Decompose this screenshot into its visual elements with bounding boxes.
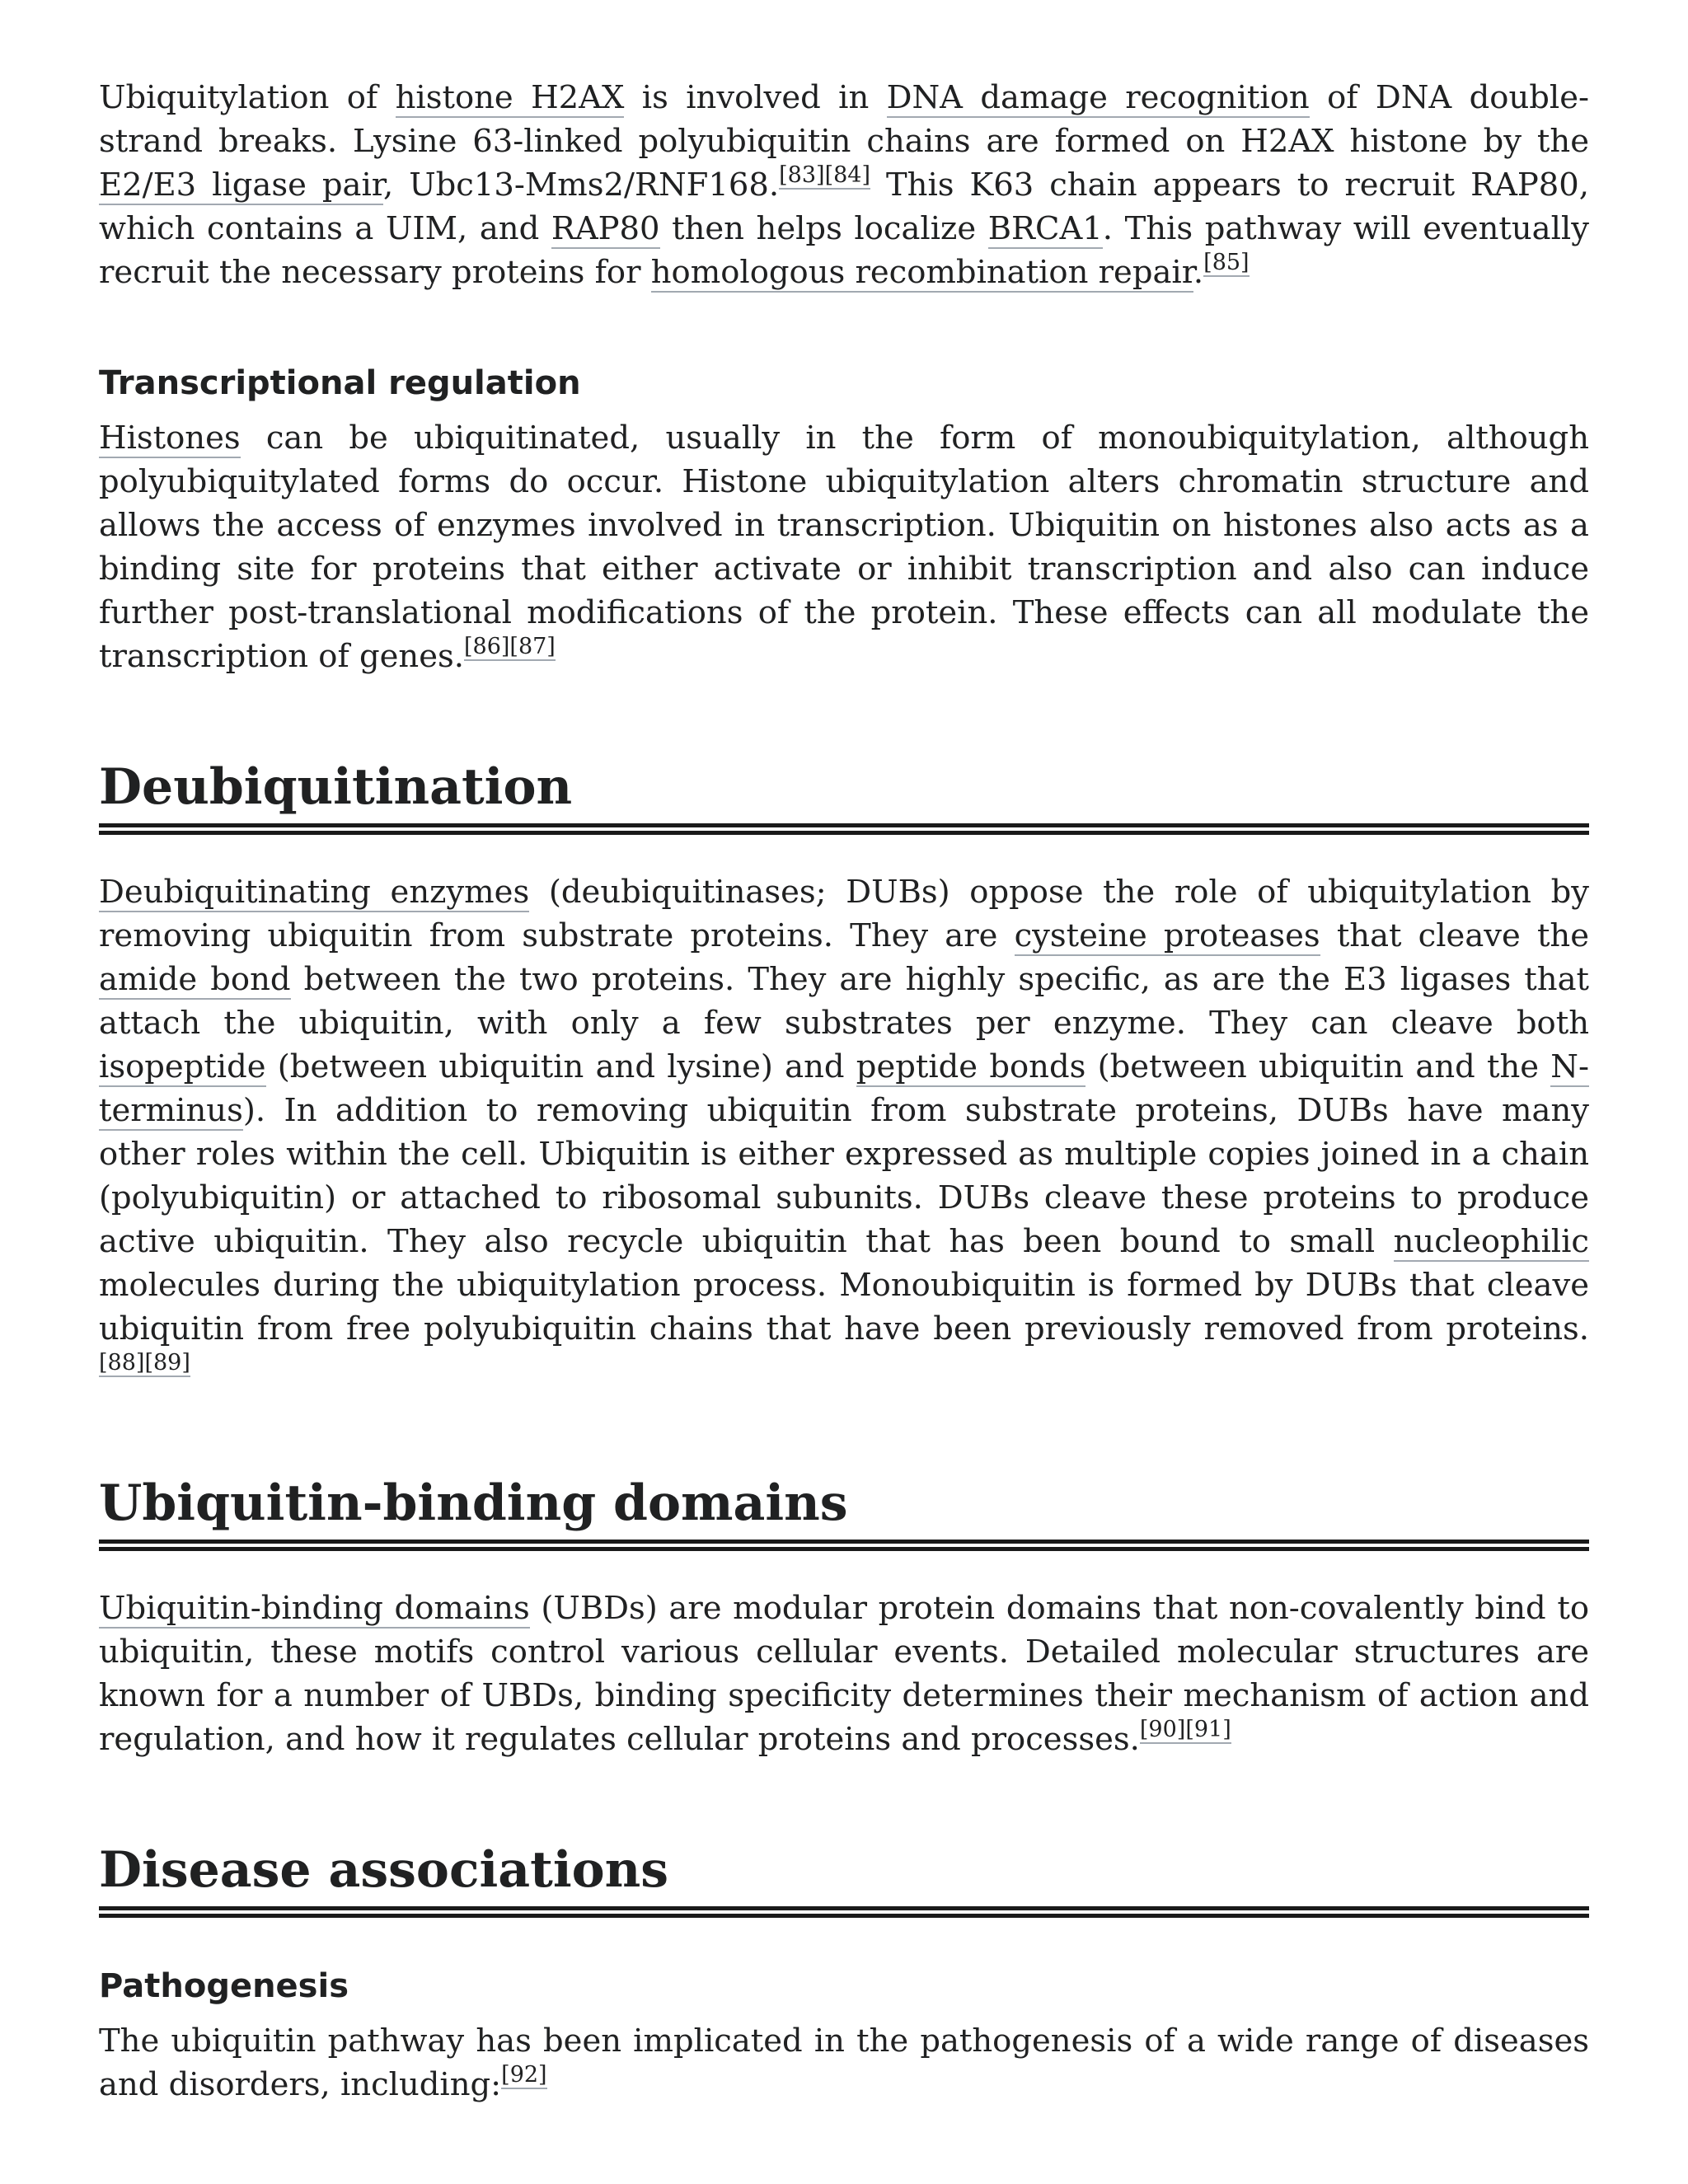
- text-run: The ubiquitin pathway has been implicated in the pathogenesis of a wide range of diseases and disorders, including:: [99, 2022, 1589, 2103]
- citation-group: [99, 1350, 190, 1376]
- citation-90[interactable]: [90]: [1139, 1717, 1186, 1743]
- text-run: Ubiquitylation of: [99, 79, 396, 116]
- citation-92[interactable]: [92]: [501, 2062, 547, 2088]
- link-homologous-recombination-repair[interactable]: homologous recombination repair: [650, 254, 1193, 291]
- heading-disease-associations: Disease associations: [99, 1837, 1589, 1910]
- citation-87[interactable]: [87]: [509, 634, 556, 660]
- link-isopeptide[interactable]: isopeptide: [99, 1048, 266, 1085]
- paragraph-transcriptional-regulation: [99, 416, 1589, 678]
- text-run: molecules during the ubiquitylation process. Monoubiquitin is formed by DUBs that cleave ubiquitin from free polyubiquitin chains that have been previously removed from proteins.: [99, 1267, 1589, 1347]
- citation-85[interactable]: [85]: [1203, 250, 1250, 276]
- paragraph-deubiquitination: [99, 870, 1589, 1394]
- paragraph-ubiquitin-binding-domains: [99, 1586, 1589, 1761]
- citation-group: [779, 162, 870, 188]
- citation-91[interactable]: [91]: [1185, 1717, 1231, 1743]
- text-run: that cleave the: [1320, 917, 1589, 954]
- link-amide-bond[interactable]: amide bond: [99, 961, 291, 998]
- paragraph-pathogenesis: [99, 2019, 1589, 2107]
- link-histone-h2ax[interactable]: histone H2AX: [395, 79, 625, 116]
- link-e2-e3-ligase-pair[interactable]: E2/E3 ligase pair: [99, 166, 383, 204]
- article-content: [99, 76, 1589, 2107]
- heading-ubiquitin-binding-domains: Ubiquitin-binding domains: [99, 1470, 1589, 1544]
- text-run: . This pathway will eventually recruit the necessary proteins for: [99, 210, 1589, 291]
- text-run: can be ubiquitinated, usually in the form of monoubiquitylation, although polyubiquitylated forms do occur. Histone ubiquitylation alters chromatin structure and allows the access of enzymes involved in transcription. Ubiquitin on histones also acts as a binding site for proteins that either activate or inhibit transcription and also can induce further post-translational modifications of the protein. These effects can all modulate the transcription of genes.: [99, 419, 1589, 675]
- link-deubiquitinating-enzymes[interactable]: Deubiquitinating enzymes: [99, 874, 530, 911]
- link-dna-damage-recognition[interactable]: DNA damage recognition: [886, 79, 1310, 116]
- text-run: then helps localize: [659, 210, 988, 247]
- text-run: .: [1193, 254, 1204, 291]
- link-peptide-bonds[interactable]: peptide bonds: [856, 1048, 1086, 1085]
- text-run: (between ubiquitin and the: [1085, 1048, 1551, 1085]
- citation-group: [1203, 250, 1249, 275]
- heading-pathogenesis: Pathogenesis: [99, 1967, 349, 2005]
- citation-group: [1140, 1717, 1231, 1742]
- text-run: of DNA double-strand breaks. Lysine 63-linked polyubiquitin chains are formed on H2AX histone by the: [99, 79, 1589, 160]
- citation-86[interactable]: [86]: [463, 634, 510, 660]
- text-run: (between ubiquitin and lysine) and: [265, 1048, 856, 1085]
- link-ubiquitin-binding-domains[interactable]: Ubiquitin-binding domains: [99, 1590, 530, 1627]
- citation-group: [501, 2062, 546, 2088]
- text-run: is involved in: [624, 79, 887, 116]
- paragraph-h2ax: [99, 76, 1589, 294]
- citation-88[interactable]: [88]: [99, 1350, 145, 1376]
- link-cysteine-proteases[interactable]: cysteine proteases: [1014, 917, 1320, 954]
- text-run: , Ubc13-Mms2/RNF168.: [382, 166, 780, 204]
- citation-group: [464, 634, 556, 659]
- citation-89[interactable]: [89]: [144, 1350, 190, 1376]
- link-histones[interactable]: Histones: [99, 419, 241, 457]
- text-run: This K63 chain appears to recruit RAP80, which contains a UIM, and: [99, 166, 1589, 247]
- heading-transcriptional-regulation: Transcriptional regulation: [99, 364, 581, 402]
- link-rap80[interactable]: RAP80: [551, 210, 660, 247]
- text-run: (deubiquitinases; DUBs) oppose the role of ubiquitylation by removing ubiquitin from substrate proteins. They are: [99, 874, 1589, 954]
- heading-deubiquitination: Deubiquitination: [99, 754, 1589, 827]
- text-run: ). In addition to removing ubiquitin from substrate proteins, DUBs have many other roles within the cell. Ubiquitin is either expressed as multiple copies joined in a chain (polyubiquitin) or attached to ribosomal subunits. DUBs cleave these proteins to produce active ubiquitin. They also recycle ubiquitin that has been bound to small: [99, 1092, 1589, 1260]
- text-run: (UBDs) are modular protein domains that non-covalently bind to ubiquitin, these motifs control various cellular events. Detailed molecular structures are known for a number of UBDs, binding specificity determines their mechanism of action and regulation, and how it regulates cellular proteins and processes.: [99, 1590, 1589, 1758]
- link-n-terminus[interactable]: N-terminus: [99, 1048, 1589, 1129]
- text-run: between the two proteins. They are highly specific, as are the E3 ligases that attach the ubiquitin, with only a few substrates per enzyme. They can cleave both: [99, 961, 1589, 1042]
- citation-84[interactable]: [84]: [824, 162, 870, 189]
- citation-83[interactable]: [83]: [779, 162, 825, 189]
- link-nucleophilic[interactable]: nucleophilic: [1393, 1223, 1589, 1260]
- link-brca1[interactable]: BRCA1: [987, 210, 1103, 247]
